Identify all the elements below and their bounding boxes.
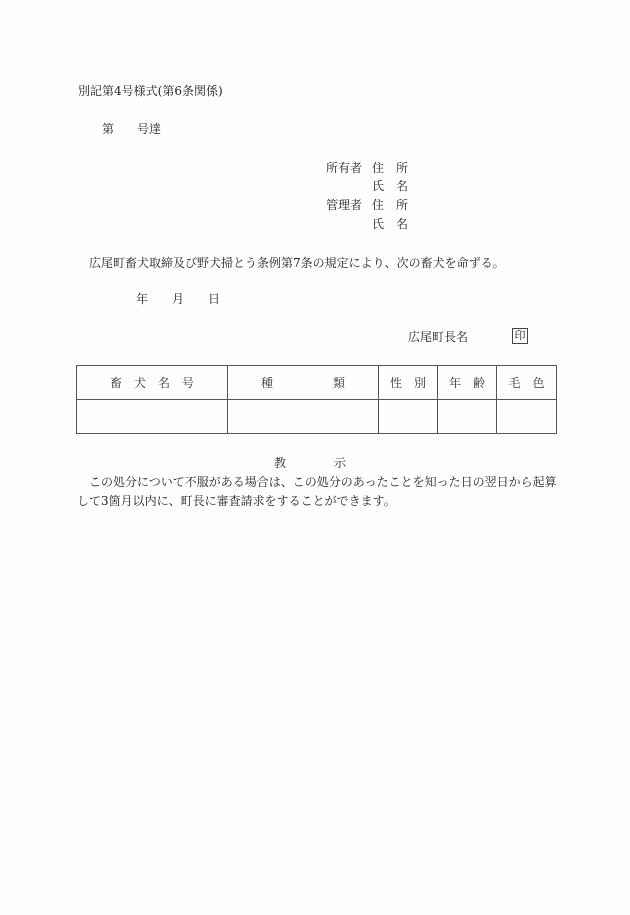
header-coat-color: 毛 色 — [497, 366, 557, 400]
header-breed: 種 類 — [228, 366, 379, 400]
date-month: 月 — [172, 292, 185, 306]
number-gotatsu: 号達 — [137, 122, 162, 136]
manager-address-label: 住 所 — [372, 198, 409, 212]
issuer-name: 広尾町長名 — [408, 330, 469, 344]
cell-age — [438, 400, 497, 434]
header-sex: 性 別 — [379, 366, 438, 400]
cell-sex — [379, 400, 438, 434]
owner-address-label: 住 所 — [372, 161, 409, 175]
seal-mark: 印 — [512, 328, 528, 344]
cell-dog-name — [77, 400, 228, 434]
owner-name-label: 氏 名 — [372, 179, 409, 193]
date-day: 日 — [208, 292, 221, 306]
notice-title: 教 示 — [274, 456, 347, 470]
header-age: 年 齢 — [438, 366, 497, 400]
number-dai: 第 — [102, 122, 115, 136]
manager-label: 管理者 — [326, 198, 363, 212]
dog-info-table — [76, 365, 557, 434]
form-header: 別記第4号様式(第6条関係) — [78, 84, 223, 98]
cell-coat-color — [497, 400, 557, 434]
table-row — [77, 400, 557, 434]
manager-name-label: 氏 名 — [372, 217, 409, 231]
notice-line-1: この処分について不服がある場合は、この処分のあったことを知った日の翌日から起算 — [89, 475, 557, 489]
date-year: 年 — [136, 292, 149, 306]
owner-label: 所有者 — [326, 161, 363, 175]
header-dog-name: 畜 犬 名 号 — [77, 366, 228, 400]
cell-breed — [228, 400, 379, 434]
table-header-row — [77, 366, 557, 400]
notice-line-2: して3箇月以内に、町長に審査請求をすることができます。 — [77, 494, 396, 508]
order-text: 広尾町畜犬取締及び野犬掃とう条例第7条の規定により、次の畜犬を命ずる。 — [89, 256, 505, 270]
